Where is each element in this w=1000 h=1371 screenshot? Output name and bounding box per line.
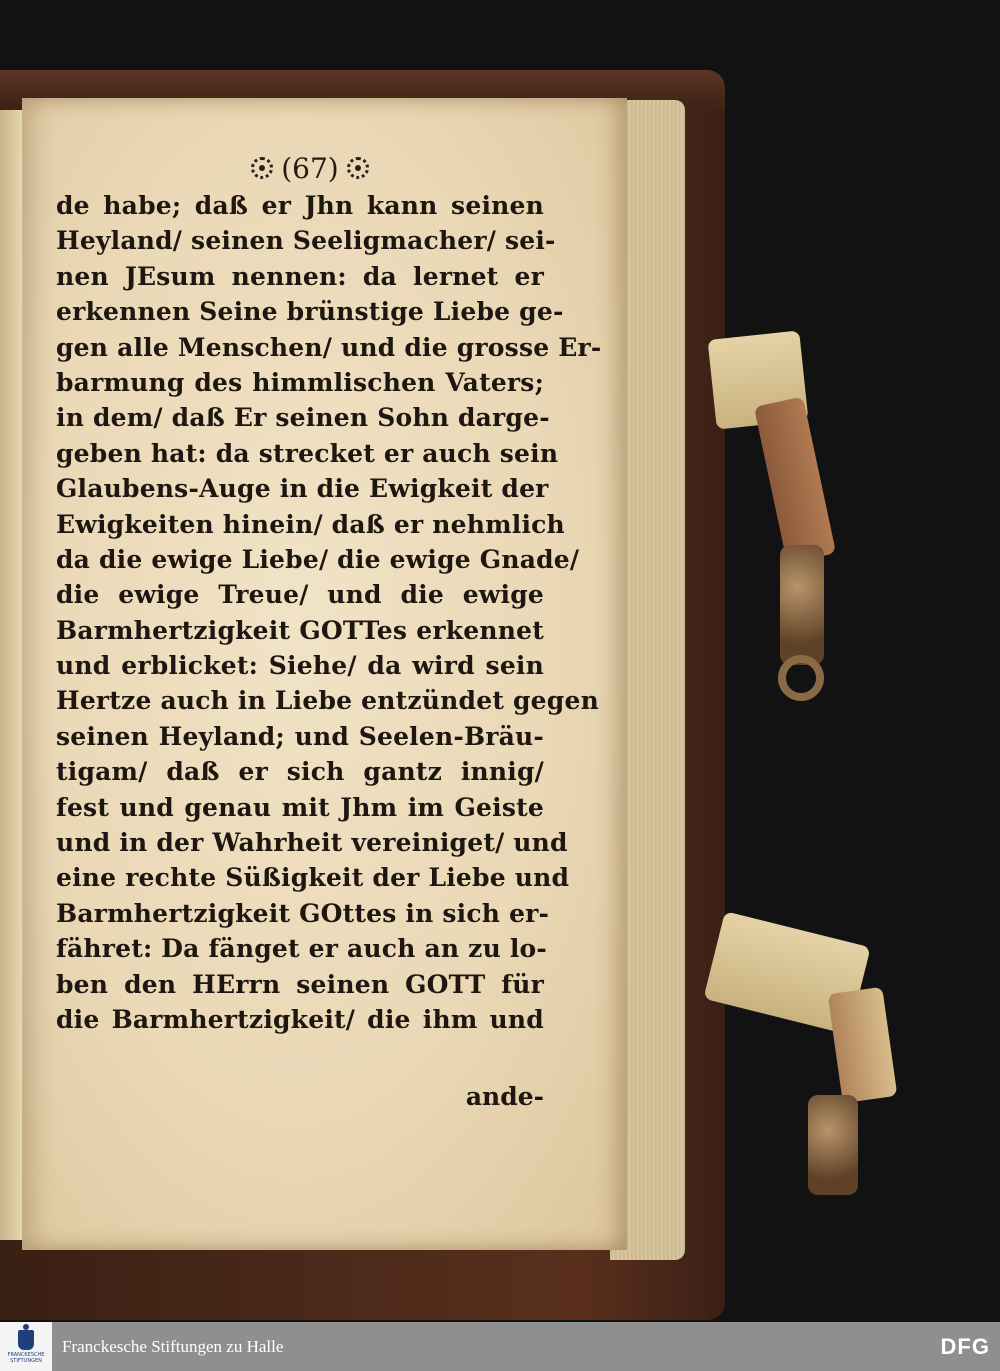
upper-clasp-ring xyxy=(778,655,824,701)
logo-text-line1: FRANCKESCHE xyxy=(7,1351,45,1358)
text-line: nen JEsum nennen: da lernet er xyxy=(56,261,544,291)
text-line: ben den HErrn seinen GOTT für xyxy=(56,969,544,999)
text-line: de habe; daß er Jhn kann seinen xyxy=(56,191,544,220)
dfg-logo: DFG xyxy=(940,1333,990,1359)
text-line: und erblicket: Siehe/ da wird sein xyxy=(56,651,544,681)
text-line: fähret: Da fänget er auch an zu lo- xyxy=(56,934,547,964)
text-line: gen alle Menschen/ und die grosse Er- xyxy=(56,332,602,362)
page-text xyxy=(56,188,602,1037)
lower-clasp-metal xyxy=(808,1095,858,1195)
text-line: die Barmhertzigkeit/ die ihm und xyxy=(56,1004,544,1034)
logo-mark xyxy=(18,1330,34,1350)
text-line: Barmhertzigkeit GOttes in sich er- xyxy=(56,898,550,928)
lower-clasp-strap-tail xyxy=(828,987,898,1104)
text-line: Heyland/ seinen Seeligmacher/ sei- xyxy=(56,226,556,256)
logo-text xyxy=(8,1352,45,1364)
text-line: Ewigkeiten hinein/ daß er nehmlich xyxy=(56,509,565,539)
text-line: die ewige Treue/ und die ewige xyxy=(56,580,544,610)
upper-clasp-metal xyxy=(780,545,824,665)
text-line: Glaubens-Auge in die Ewigkeit der xyxy=(56,474,549,504)
text-line: barmung des himmlischen Vaters; xyxy=(56,367,544,397)
flower-ornament-icon xyxy=(347,157,369,179)
footer-bar xyxy=(0,1322,1000,1371)
upper-clasp-strap-tail xyxy=(754,397,836,564)
text-line: seinen Heyland; und Seelen-Bräu- xyxy=(56,721,544,751)
text-line: eine rechte Süßigkeit der Liebe und xyxy=(56,863,570,893)
flower-ornament-icon xyxy=(251,157,273,179)
text-line: da die ewige Liebe/ die ewige Gnade/ xyxy=(56,544,580,574)
logo-text-line2: STIFTUNGEN xyxy=(10,1357,42,1364)
francke-foundation-logo-icon xyxy=(0,1322,52,1371)
text-line: Barmhertzigkeit GOTTes erkennet xyxy=(56,615,544,645)
page-number: (67) xyxy=(281,151,339,185)
left-page-edge xyxy=(0,110,22,1240)
text-line: erkennen Seine brünstige Liebe ge- xyxy=(56,297,564,327)
catchword: ande- xyxy=(465,1082,544,1111)
text-line: geben hat: da strecket er auch sein xyxy=(56,438,559,468)
text-line: fest und genau mit Jhm im Geiste xyxy=(56,792,544,822)
institution-name: Franckesche Stiftungen zu Halle xyxy=(62,1336,284,1356)
text-line: und in der Wahrheit vereiniget/ und xyxy=(56,828,568,858)
text-line: tigam/ daß er sich gantz innig/ xyxy=(56,757,544,787)
page-header xyxy=(230,148,390,188)
text-line: Hertze auch in Liebe entzündet gegen xyxy=(56,686,599,716)
text-line: in dem/ daß Er seinen Sohn darge- xyxy=(56,403,550,433)
